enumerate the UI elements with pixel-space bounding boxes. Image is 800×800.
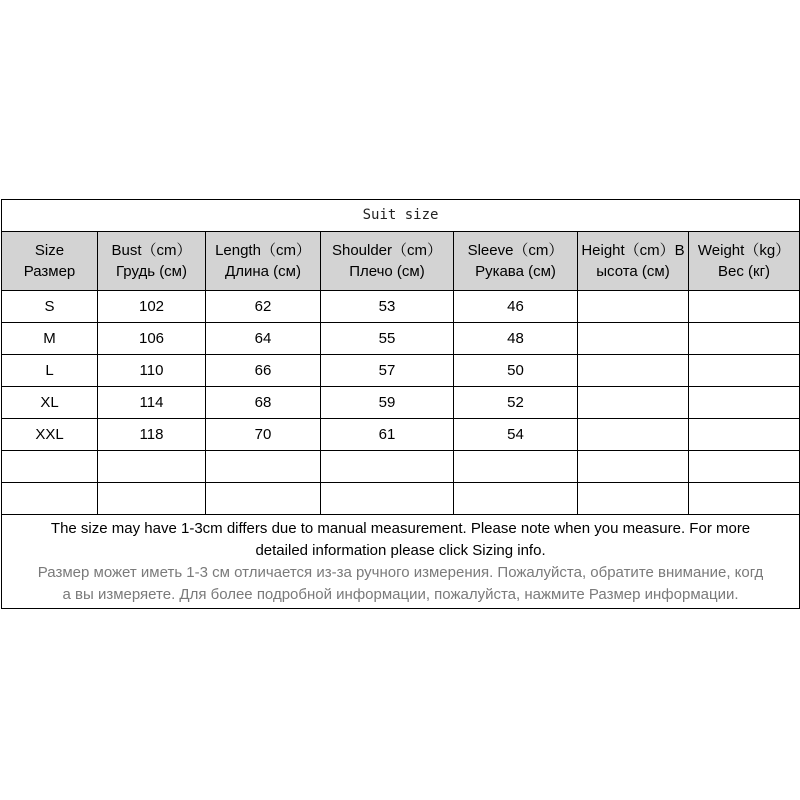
column-header-en: Height（cm）В bbox=[581, 242, 685, 259]
table-cell bbox=[578, 419, 689, 451]
table-cell bbox=[578, 387, 689, 419]
table-cell: 118 bbox=[98, 419, 206, 451]
table-row bbox=[2, 323, 800, 355]
table-cell: 61 bbox=[321, 419, 454, 451]
column-header-ru: Грудь (см) bbox=[116, 263, 187, 280]
column-header bbox=[206, 232, 321, 291]
table-cell bbox=[578, 451, 689, 483]
table-cell: 114 bbox=[98, 387, 206, 419]
table-cell: XXL bbox=[2, 419, 98, 451]
table-cell: L bbox=[2, 355, 98, 387]
column-header-ru: Вес (кг) bbox=[718, 263, 771, 280]
table-cell: XL bbox=[2, 387, 98, 419]
table-cell: M bbox=[2, 323, 98, 355]
header-row bbox=[2, 232, 800, 291]
note-russian-line: а вы измеряете. Для более подробной информации, пожалуйста, нажмите Размер информации. bbox=[62, 585, 739, 603]
table-cell bbox=[2, 483, 98, 515]
column-header-ru: ысота (см) bbox=[596, 263, 670, 280]
note-row bbox=[2, 515, 800, 609]
column-header-ru: Размер bbox=[23, 263, 76, 280]
table-cell: 70 bbox=[206, 419, 321, 451]
size-chart-table bbox=[1, 199, 800, 609]
table-cell bbox=[578, 291, 689, 323]
table-row bbox=[2, 355, 800, 387]
table-cell bbox=[578, 355, 689, 387]
table-cell: 48 bbox=[454, 323, 578, 355]
column-header-en: Bust（cm） bbox=[111, 242, 192, 259]
table-cell bbox=[689, 419, 800, 451]
table-cell bbox=[689, 291, 800, 323]
table-cell: 53 bbox=[321, 291, 454, 323]
table-cell: 102 bbox=[98, 291, 206, 323]
column-header-ru: Длина (см) bbox=[225, 263, 301, 280]
table-row bbox=[2, 451, 800, 483]
table-cell: 68 bbox=[206, 387, 321, 419]
table-cell bbox=[206, 451, 321, 483]
table-cell: 46 bbox=[454, 291, 578, 323]
table-cell bbox=[578, 323, 689, 355]
table-row bbox=[2, 419, 800, 451]
table-cell bbox=[689, 483, 800, 515]
table-cell: 59 bbox=[321, 387, 454, 419]
table-cell bbox=[206, 483, 321, 515]
column-header-en: Length（cm） bbox=[215, 242, 311, 259]
table-cell: 66 bbox=[206, 355, 321, 387]
table-cell bbox=[2, 451, 98, 483]
table-row bbox=[2, 387, 800, 419]
column-header bbox=[454, 232, 578, 291]
chart-title: Suit size bbox=[2, 200, 800, 232]
table-cell bbox=[454, 451, 578, 483]
measurement-note bbox=[2, 515, 800, 609]
column-header-en: Weight（kg） bbox=[697, 242, 791, 259]
table-cell bbox=[689, 387, 800, 419]
table-row bbox=[2, 291, 800, 323]
table-cell bbox=[689, 451, 800, 483]
column-header bbox=[321, 232, 454, 291]
table-cell bbox=[689, 355, 800, 387]
column-header-en: Shoulder（cm） bbox=[331, 242, 443, 259]
table-cell bbox=[578, 483, 689, 515]
table-cell: 106 bbox=[98, 323, 206, 355]
table-cell: 110 bbox=[98, 355, 206, 387]
table-cell: 55 bbox=[321, 323, 454, 355]
table-cell bbox=[321, 483, 454, 515]
table-cell bbox=[689, 323, 800, 355]
table-cell bbox=[98, 483, 206, 515]
table-cell: 62 bbox=[206, 291, 321, 323]
table-cell bbox=[98, 451, 206, 483]
table-cell: 50 bbox=[454, 355, 578, 387]
table-cell: 52 bbox=[454, 387, 578, 419]
table-row bbox=[2, 483, 800, 515]
note-english-line: The size may have 1-3cm differs due to manual measurement. Please note when you measure. For more bbox=[50, 519, 751, 537]
table-cell: 64 bbox=[206, 323, 321, 355]
column-header-ru: Плечо (см) bbox=[349, 263, 425, 280]
column-header bbox=[2, 232, 98, 291]
column-header-en: Sleeve（cm） bbox=[467, 242, 564, 259]
column-header bbox=[689, 232, 800, 291]
table-cell: 54 bbox=[454, 419, 578, 451]
column-header bbox=[98, 232, 206, 291]
table-cell: S bbox=[2, 291, 98, 323]
note-russian-line: Размер может иметь 1-3 см отличается из-за ручного измерения. Пожалуйста, обратите внимание, когд bbox=[37, 563, 764, 581]
table-cell bbox=[321, 451, 454, 483]
column-header-en: Size bbox=[34, 242, 65, 259]
column-header bbox=[578, 232, 689, 291]
table-cell bbox=[454, 483, 578, 515]
note-english-line: detailed information please click Sizing info. bbox=[255, 541, 546, 559]
table-cell: 57 bbox=[321, 355, 454, 387]
column-header-ru: Рукава (см) bbox=[475, 263, 556, 280]
